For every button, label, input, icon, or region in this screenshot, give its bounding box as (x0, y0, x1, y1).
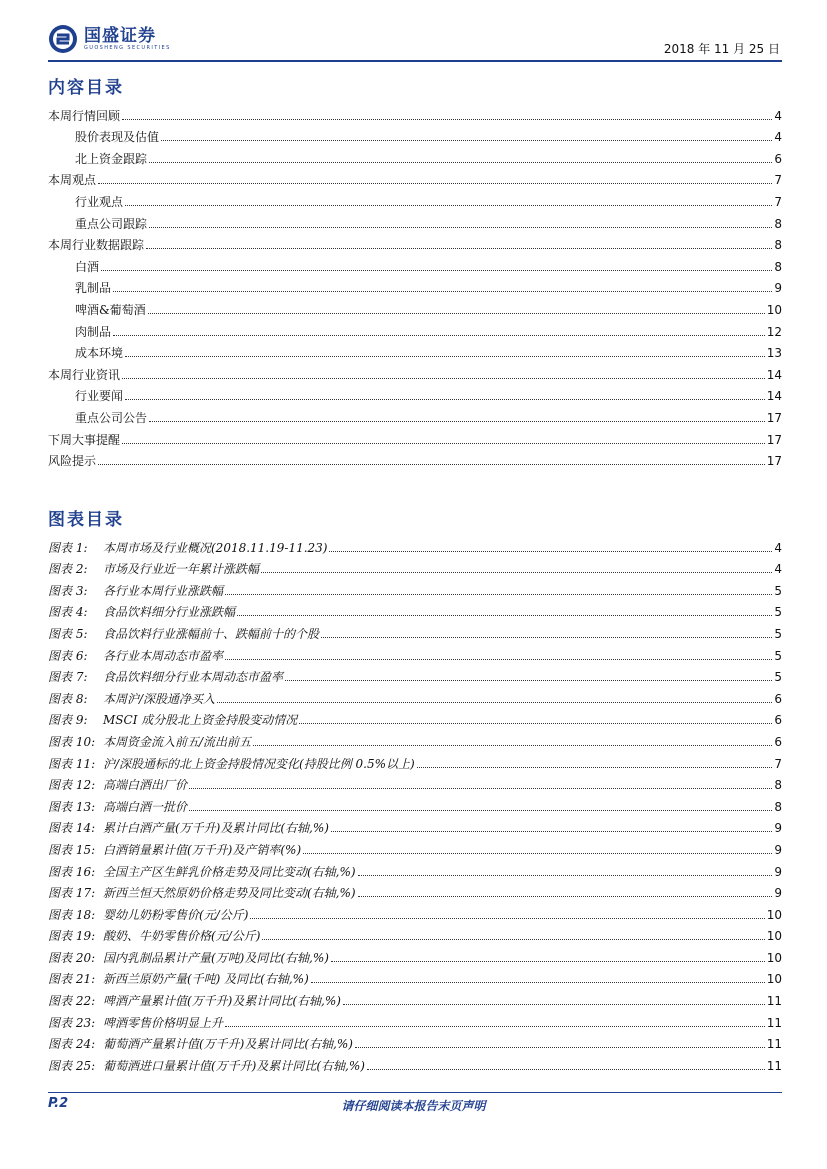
figure-entry[interactable] (48, 792, 782, 814)
toc-entry-page: 7 (774, 194, 782, 209)
toc-entry[interactable] (48, 403, 782, 425)
figure-entry-page: 8 (774, 799, 782, 814)
figure-entry-label: 本周沪/深股通净买入 (103, 691, 216, 706)
toc-entry[interactable] (48, 252, 782, 274)
figure-entry[interactable] (48, 1030, 782, 1052)
figure-entry-number: 图表 20: (48, 950, 96, 965)
figure-entry-page: 6 (774, 713, 782, 728)
toc-entry[interactable] (48, 231, 782, 253)
toc-entry[interactable] (48, 144, 782, 166)
figure-entry-page: 4 (774, 540, 782, 555)
figure-entry-page: 5 (774, 670, 782, 685)
figure-entry[interactable] (48, 771, 782, 793)
dot-leader (122, 442, 765, 444)
contents-title: 内容目录 (48, 78, 124, 98)
dot-leader (189, 809, 772, 811)
figure-entry[interactable] (48, 663, 782, 685)
logo-name-cn: 国盛证券 (84, 25, 156, 46)
figure-entry[interactable] (48, 533, 782, 555)
figure-entry-label: 各行业本周动态市盈率 (103, 648, 224, 663)
dot-leader (331, 960, 765, 962)
toc-entry-page: 8 (774, 238, 782, 253)
logo-name-en: GUOSHENG SECURITIES (84, 44, 171, 51)
dot-leader (250, 917, 764, 919)
figure-entry-page: 9 (774, 842, 782, 857)
figure-entry[interactable] (48, 555, 782, 577)
toc-entry-label: 乳制品 (75, 281, 112, 296)
dot-leader (358, 895, 773, 897)
dot-leader (125, 204, 772, 206)
toc-entry-page: 6 (774, 151, 782, 166)
figure-entry-page: 11 (766, 1037, 782, 1052)
dot-leader (417, 766, 773, 768)
toc-entry-label: 重点公司公告 (75, 410, 148, 425)
figure-entry-number: 图表 3: (48, 583, 88, 598)
toc-entry-page: 10 (766, 302, 782, 317)
figure-entry[interactable] (48, 857, 782, 879)
figure-entry[interactable] (48, 900, 782, 922)
figure-entry[interactable] (48, 965, 782, 987)
dot-leader (367, 1068, 765, 1070)
figure-entry-page: 10 (766, 972, 782, 987)
dot-leader (189, 787, 772, 789)
figure-entry-page: 6 (774, 734, 782, 749)
figure-entry-label: 各行业本周行业涨跌幅 (103, 583, 224, 598)
dot-leader (125, 398, 765, 400)
figure-entry-number: 图表 11: (48, 756, 96, 771)
company-logo (48, 24, 171, 54)
figure-entry-number: 图表 18: (48, 907, 96, 922)
dot-leader (225, 593, 772, 595)
figure-entry-label: 国内乳制品累计产量(万吨)及同比(右轴,%) (103, 950, 329, 965)
toc-entry-page: 12 (766, 324, 782, 339)
toc-entry-label: 本周观点 (48, 173, 97, 188)
contents-list (48, 101, 782, 468)
dot-leader (149, 420, 765, 422)
figure-entry-number: 图表 24: (48, 1037, 96, 1052)
figure-entry-label: 累计白酒产量(万千升)及累计同比(右轴,%) (103, 821, 329, 836)
toc-entry-label: 本周行业数据跟踪 (48, 238, 145, 253)
figure-entry[interactable] (48, 706, 782, 728)
toc-entry-label: 股价表现及估值 (75, 130, 160, 145)
figure-entry-number: 图表 6: (48, 648, 88, 663)
page-header (48, 22, 782, 62)
figure-entry[interactable] (48, 986, 782, 1008)
figure-entry-number: 图表 16: (48, 864, 96, 879)
dot-leader (225, 658, 772, 660)
figure-entry[interactable] (48, 1008, 782, 1030)
toc-entry[interactable] (48, 360, 782, 382)
figure-entry-page: 6 (774, 691, 782, 706)
figure-entry-page: 7 (774, 756, 782, 771)
toc-entry-label: 行业观点 (75, 194, 124, 209)
figure-entry[interactable] (48, 1051, 782, 1073)
dot-leader (358, 874, 773, 876)
figure-entry-page: 11 (766, 1015, 782, 1030)
figure-entry-page: 8 (774, 778, 782, 793)
figure-entry-page: 5 (774, 605, 782, 620)
dot-leader (261, 571, 772, 573)
figure-entry[interactable] (48, 879, 782, 901)
toc-entry-page: 7 (774, 173, 782, 188)
figure-entry[interactable] (48, 684, 782, 706)
toc-entry-page: 4 (774, 108, 782, 123)
toc-entry-label: 白酒 (75, 259, 100, 274)
dot-leader (149, 161, 772, 163)
dot-leader (161, 139, 772, 141)
toc-entry-label: 北上资金跟踪 (75, 151, 148, 166)
figure-entry-label: 婴幼儿奶粉零售价(元/公斤) (103, 907, 249, 922)
dot-leader (253, 744, 772, 746)
figure-entry-number: 图表 5: (48, 626, 88, 641)
dot-leader (329, 550, 772, 552)
figure-entry-label: 新西兰恒天然原奶价格走势及同比变动(右轴,%) (103, 886, 356, 901)
figure-entry-label: 高端白酒出厂价 (103, 778, 188, 793)
figure-entry-label: 沪/深股通标的北上资金持股情况变化(持股比例 0.5%以上) (103, 756, 415, 771)
toc-entry-page: 17 (766, 410, 782, 425)
dot-leader (225, 1025, 765, 1027)
figure-entry-number: 图表 4: (48, 605, 88, 620)
figure-entry-number: 图表 9: (48, 713, 88, 728)
figures-title: 图表目录 (48, 510, 124, 530)
figure-entry[interactable] (48, 943, 782, 965)
toc-entry[interactable] (48, 209, 782, 231)
figure-entry[interactable] (48, 749, 782, 771)
toc-entry[interactable] (48, 295, 782, 317)
figure-entry[interactable] (48, 922, 782, 944)
figure-entry-number: 图表 15: (48, 842, 96, 857)
figure-entry-page: 9 (774, 886, 782, 901)
figure-entry-label: MSCI 成分股北上资金持股变动情况 (103, 713, 298, 728)
figure-entry-label: 食品饮料细分行业本周动态市盈率 (103, 670, 284, 685)
figure-entry-page: 5 (774, 626, 782, 641)
dot-leader (285, 679, 772, 681)
dot-leader (101, 269, 772, 271)
toc-entry[interactable] (48, 274, 782, 296)
toc-entry-page: 4 (774, 130, 782, 145)
dot-leader (122, 118, 772, 120)
toc-entry[interactable] (48, 425, 782, 447)
dot-leader (321, 636, 772, 638)
figure-entry-number: 图表 25: (48, 1058, 96, 1073)
figure-entry-label: 啤酒零售价格明显上升 (103, 1015, 224, 1030)
toc-entry-label: 重点公司跟踪 (75, 216, 148, 231)
figure-entry[interactable] (48, 598, 782, 620)
toc-entry-page: 9 (774, 281, 782, 296)
figure-entry-number: 图表 2: (48, 562, 88, 577)
figure-entry-label: 本周市场及行业概况(2018.11.19-11.23) (103, 540, 328, 555)
figure-entry-number: 图表 1: (48, 540, 88, 555)
dot-leader (355, 1046, 765, 1048)
dot-leader (98, 463, 765, 465)
dot-leader (148, 312, 765, 314)
figure-entry-page: 11 (766, 994, 782, 1009)
figure-entry-page: 4 (774, 562, 782, 577)
figure-entry-number: 图表 10: (48, 734, 96, 749)
toc-entry-page: 8 (774, 216, 782, 231)
figure-entry[interactable] (48, 814, 782, 836)
figure-entry-number: 图表 22: (48, 994, 96, 1009)
toc-entry-page: 17 (766, 454, 782, 469)
figures-list (48, 533, 782, 1073)
figure-entry-number: 图表 8: (48, 691, 88, 706)
figure-entry-label: 葡萄酒产量累计值(万千升)及累计同比(右轴,%) (103, 1037, 353, 1052)
figure-entry-number: 图表 12: (48, 778, 96, 793)
figure-entry-label: 市场及行业近一年累计涨跌幅 (103, 562, 260, 577)
figure-entry-label: 高端白酒一批价 (103, 799, 188, 814)
toc-entry[interactable] (48, 317, 782, 339)
figure-entry-page: 11 (766, 1058, 782, 1073)
toc-entry-label: 风险提示 (48, 454, 97, 469)
figure-entry[interactable] (48, 576, 782, 598)
toc-entry-page: 14 (766, 367, 782, 382)
toc-entry[interactable] (48, 382, 782, 404)
figure-entry-number: 图表 17: (48, 886, 96, 901)
header-divider (48, 60, 782, 62)
figure-entry-number: 图表 23: (48, 1015, 96, 1030)
report-date: 2018 年 11 月 25 日 (663, 42, 780, 56)
figure-entry-label: 啤酒产量累计值(万千升)及累计同比(右轴,%) (103, 994, 341, 1009)
figure-entry-page: 5 (774, 648, 782, 663)
figure-entry-label: 白酒销量累计值(万千升)及产销率(%) (103, 842, 302, 857)
toc-entry[interactable] (48, 339, 782, 361)
dot-leader (98, 182, 772, 184)
figure-entry-label: 食品饮料行业涨幅前十、跌幅前十的个股 (103, 626, 320, 641)
dot-leader (113, 334, 765, 336)
figure-entry-label: 本周资金流入前五/流出前五 (103, 734, 252, 749)
figure-entry[interactable] (48, 835, 782, 857)
dot-leader (125, 355, 765, 357)
dot-leader (122, 377, 765, 379)
figure-entry[interactable] (48, 727, 782, 749)
dot-leader (113, 290, 772, 292)
toc-entry-label: 成本环境 (75, 346, 124, 361)
toc-entry[interactable] (48, 447, 782, 469)
figure-entry-label: 食品饮料细分行业涨跌幅 (103, 605, 236, 620)
toc-entry[interactable] (48, 166, 782, 188)
toc-entry[interactable] (48, 101, 782, 123)
figure-entry-label: 新西兰原奶产量(千吨) 及同比(右轴,%) (103, 972, 309, 987)
figure-entry-number: 图表 21: (48, 972, 96, 987)
dot-leader (237, 614, 772, 616)
dot-leader (299, 722, 772, 724)
figure-entry-page: 10 (766, 907, 782, 922)
dot-leader (262, 938, 764, 940)
dot-leader (343, 1003, 765, 1005)
figure-entry-label: 葡萄酒进口量累计值(万千升)及累计同比(右轴,%) (103, 1058, 365, 1073)
dot-leader (146, 247, 772, 249)
figure-entry[interactable] (48, 619, 782, 641)
toc-entry-page: 17 (766, 432, 782, 447)
figure-entry-page: 10 (766, 929, 782, 944)
figure-entry-number: 图表 14: (48, 821, 96, 836)
toc-entry[interactable] (48, 187, 782, 209)
dot-leader (311, 981, 765, 983)
toc-entry-page: 13 (766, 346, 782, 361)
toc-entry-label: 啤酒&葡萄酒 (75, 302, 146, 317)
figure-entry-page: 9 (774, 821, 782, 836)
figure-entry-number: 图表 13: (48, 799, 96, 814)
toc-entry-label: 行业要闻 (75, 389, 124, 404)
toc-entry-label: 肉制品 (75, 324, 112, 339)
logo-mark-icon (48, 24, 78, 54)
footer-divider (48, 1092, 782, 1093)
dot-leader (331, 830, 772, 832)
toc-entry[interactable] (48, 123, 782, 145)
toc-entry-page: 8 (774, 259, 782, 274)
figure-entry[interactable] (48, 641, 782, 663)
figure-entry-page: 9 (774, 864, 782, 879)
toc-entry-page: 14 (766, 389, 782, 404)
figure-entry-page: 5 (774, 583, 782, 598)
toc-entry-label: 本周行业资讯 (48, 367, 121, 382)
figure-entry-page: 10 (766, 950, 782, 965)
dot-leader (303, 852, 772, 854)
page-number: P.2 (48, 1096, 69, 1111)
figure-entry-label: 酸奶、牛奶零售价格(元/公斤) (103, 929, 261, 944)
toc-entry-label: 下周大事提醒 (48, 432, 121, 447)
figure-entry-number: 图表 7: (48, 670, 88, 685)
dot-leader (217, 701, 772, 703)
toc-entry-label: 本周行情回顾 (48, 108, 121, 123)
disclaimer-note: 请仔细阅读本报告末页声明 (341, 1099, 486, 1113)
figure-entry-number: 图表 19: (48, 929, 96, 944)
dot-leader (149, 226, 772, 228)
figure-entry-label: 全国主产区生鲜乳价格走势及同比变动(右轴,%) (103, 864, 356, 879)
